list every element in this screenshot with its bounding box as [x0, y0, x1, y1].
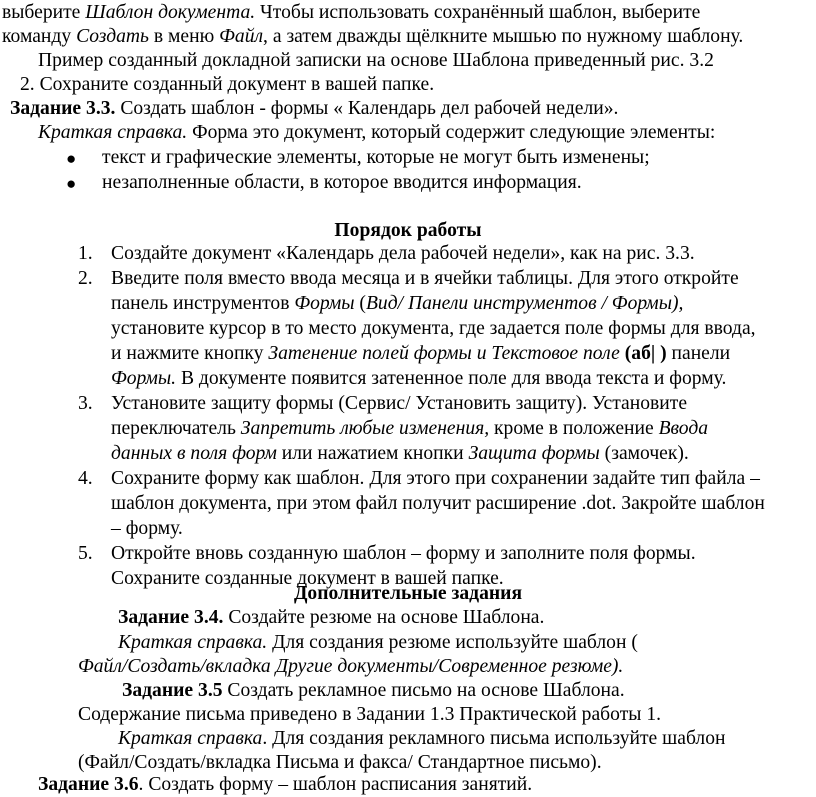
bullet-item-2: незаполненные области, в которое вводится информация.	[102, 172, 582, 193]
step-italic-option: Ввода	[658, 418, 709, 439]
step-4-line-1: Сохраните форму как шаблон. Для этого при сохранении задайте тип файла –	[111, 468, 760, 489]
intro-text: команду	[2, 26, 77, 47]
task-3-3-label: Задание 3.3.	[10, 98, 116, 119]
step-5-line-1: Откройте вновь созданную шаблон – форму и заполните поля формы.	[111, 543, 696, 564]
intro-italic-file: Файл	[219, 26, 264, 47]
task-3-4-line	[118, 607, 544, 630]
step-text: (	[354, 293, 366, 314]
step-text: и нажмите кнопку	[111, 343, 269, 364]
step-number: 5.	[78, 543, 93, 564]
step-4-line-2: шаблон документа, при этом файл получит расширение .dot. Закройте шаблон	[111, 493, 765, 514]
intro-italic-create: Создать	[76, 26, 149, 47]
step-2-line-3: установите курсор в то место документа, где задается поле формы для ввода,	[111, 318, 756, 339]
step-italic-button: Затенение полей формы и Текстовое поле	[268, 343, 620, 364]
step-2-line-2	[111, 293, 683, 316]
task-3-4-label: Задание 3.4.	[118, 607, 224, 628]
bullet-item-1: текст и графические элементы, которые не могут быть изменены;	[102, 147, 650, 168]
intro-line-2	[2, 26, 743, 49]
step-number: 3.	[78, 393, 93, 414]
task-3-6-label: Задание 3.6	[38, 774, 139, 795]
step-text: кроме в положение	[489, 418, 659, 439]
reference-label: Краткая справка	[118, 728, 263, 749]
task-3-5-path: (Файл/Создать/вкладка Письма и факса/ Стандартное письмо).	[78, 752, 602, 773]
step-number: 1.	[78, 243, 93, 264]
task-3-5-content: Содержание письма приведено в Задании 1.3 Практической работы 1.	[78, 704, 662, 725]
intro-line-3: Пример созданный докладной записки на основе Шаблона приведенный рис. 3.2	[38, 50, 714, 71]
reference-text: Для создания резюме используйте шаблон (	[267, 632, 638, 653]
step-italic-forms: Формы.	[111, 368, 177, 389]
task-3-3-text: Создать шаблон - формы « Календарь дел рабочей недели».	[115, 98, 619, 119]
reference-text: . Для создания рекламного письма используйте шаблон	[262, 728, 726, 749]
intro-italic-template: Шаблон документа.	[85, 2, 256, 23]
step-italic-forms: Формы	[294, 293, 355, 314]
step-5-line-2: Сохраните созданные документ в вашей папке.	[111, 568, 504, 589]
step-number: 2.	[78, 268, 93, 289]
step-bold-glyph: (аб| )	[624, 343, 667, 364]
step-3-line-2	[111, 418, 708, 441]
task-3-5-text: Создать рекламное письмо на основе Шаблона.	[222, 680, 625, 701]
intro-text: , а затем дважды щёлкните мышью по нужному шаблону.	[263, 26, 744, 47]
step-3-line-3	[111, 443, 689, 466]
intro-line-1	[2, 2, 700, 25]
task-3-3-line	[10, 98, 618, 121]
step-2-line-5	[111, 368, 726, 391]
intro-text: Чтобы использовать сохранённый шаблон, выберите	[255, 2, 701, 23]
task-3-4-reference	[118, 632, 638, 655]
step-text: панель инструментов	[111, 293, 295, 314]
task-3-6-text: . Создать форму – шаблон расписания занятий.	[138, 774, 533, 795]
step-number: 4.	[78, 468, 93, 489]
step-italic-button: Защита формы	[468, 443, 600, 464]
reference-label: Краткая справка.	[118, 632, 268, 653]
reference-text: Форма это документ, который содержит следующие элементы:	[187, 122, 716, 143]
procedure-title: Порядок работы	[334, 220, 482, 241]
task-3-3-reference	[38, 122, 715, 145]
step-3-line-1: Установите защиту формы (Сервис/ Установить защиту). Установите	[111, 393, 688, 414]
step-1: Создайте документ «Календарь дела рабочей недели», как на рис. 3.3.	[111, 243, 695, 264]
step-italic-option: данных в поля форм	[111, 443, 277, 464]
task-3-5-reference	[118, 728, 725, 751]
step-4-line-3: – форму.	[111, 518, 183, 539]
step-italic-option: Запретить любые изменения,	[240, 418, 490, 439]
bullet-icon: ●	[66, 149, 77, 168]
task-3-6-line	[38, 774, 532, 797]
step-text: (замочек).	[599, 443, 689, 464]
task-3-4-text: Создайте резюме на основе Шаблона.	[223, 607, 545, 628]
intro-text: в меню	[148, 26, 220, 47]
step-text: панели	[666, 343, 731, 364]
bullet-icon: ●	[66, 174, 77, 193]
task-3-4-path: Файл/Создать/вкладка Другие документы/Современное резюме).	[78, 656, 624, 677]
step-text: или нажатием кнопки	[276, 443, 469, 464]
step-italic-menu-path: Вид/ Панели инструментов / Формы),	[365, 293, 684, 314]
intro-line-4: 2. Сохраните созданный документ в вашей папке.	[20, 74, 435, 95]
task-3-5-label: Задание 3.5	[122, 680, 223, 701]
intro-text: выберите	[2, 2, 86, 23]
additional-title: Дополнительные задания	[293, 583, 523, 604]
reference-label: Краткая справка.	[38, 122, 188, 143]
step-text: переключатель	[111, 418, 241, 439]
step-text: В документе появится затененное поле для ввода текста и форму.	[176, 368, 727, 389]
step-2-line-1: Введите поля вместо ввода месяца и в ячейки таблицы. Для этого откройте	[111, 268, 739, 289]
task-3-5-line	[122, 680, 625, 703]
step-2-line-4	[111, 343, 730, 366]
